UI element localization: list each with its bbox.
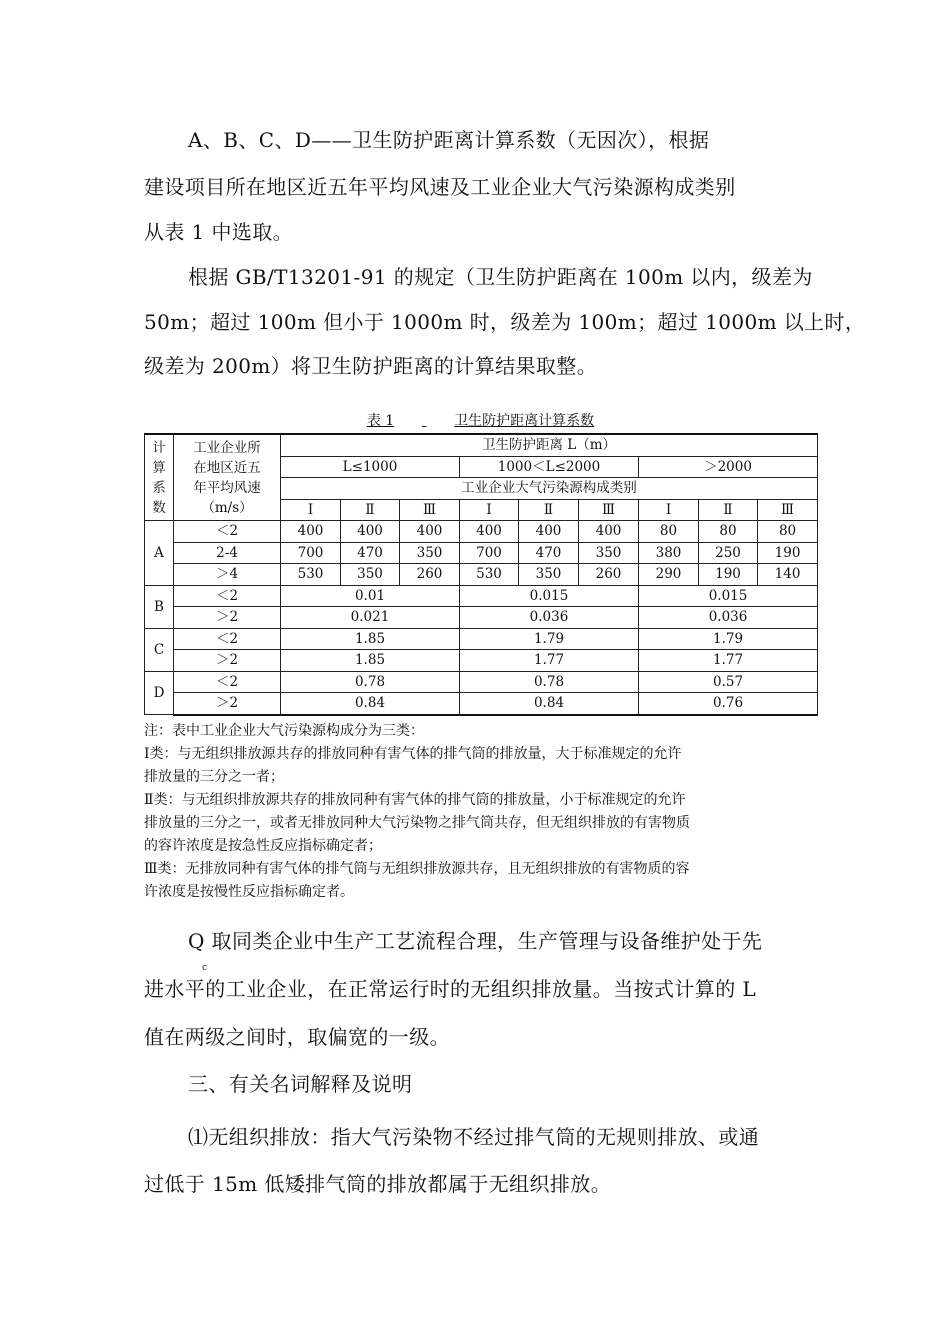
value-cell: 0.036 xyxy=(639,607,818,629)
value-cell: 0.021 xyxy=(281,607,460,629)
value-cell: 0.78 xyxy=(281,671,460,693)
wind-cell: ＞2 xyxy=(174,607,281,629)
value-cell: 400 xyxy=(281,521,341,543)
header-class: Ⅱ xyxy=(341,499,400,521)
paragraph-qc-line-1: Q c 取同类企业中生产工艺流程合理，生产管理与设备维护处于先 xyxy=(188,929,763,973)
note-class-2-cont: 的容许浓度是按急性反应指标确定者； xyxy=(144,838,382,854)
value-cell: 260 xyxy=(579,564,639,586)
value-cell: 80 xyxy=(758,521,818,543)
table-row xyxy=(145,671,818,693)
paragraph-qc-line-2: 进水平的工业企业，在正常运行时的无组织排放量。当按式计算的 L xyxy=(144,977,757,1001)
paragraph-coefficients-line-2: 建设项目所在地区近五年平均风速及工业企业大气污染源构成类别 xyxy=(144,175,736,199)
value-cell: 190 xyxy=(699,564,758,586)
table-row xyxy=(145,521,818,543)
table-title: 卫生防护距离计算系数 xyxy=(454,413,595,429)
wind-cell: ＞2 xyxy=(174,693,281,715)
header-class: Ⅰ xyxy=(460,499,519,521)
header-category: 工业企业大气污染源构成类别 xyxy=(281,478,818,500)
paragraph-rounding-line-3: 级差为 200m）将卫生防护距离的计算结果取整。 xyxy=(144,354,598,378)
value-cell: 260 xyxy=(400,564,460,586)
value-cell: 700 xyxy=(281,542,341,564)
table-header-row xyxy=(145,434,818,456)
header-class: Ⅲ xyxy=(579,499,639,521)
header-range-1: L≤1000 xyxy=(281,456,460,478)
value-cell: 250 xyxy=(699,542,758,564)
note-class-2: Ⅱ类：与无组织排放源共存的排放同种有害气体的排气筒的排放量，小于标准规定的允许 xyxy=(144,792,686,808)
value-cell: 350 xyxy=(519,564,579,586)
value-cell: 290 xyxy=(639,564,699,586)
qc-symbol: Q c xyxy=(188,929,208,973)
paragraph-rounding-line-2: 50m；超过 100m 但小于 1000m 时，级差为 100m；超过 1000m 以上时， xyxy=(144,310,866,334)
value-cell: 80 xyxy=(639,521,699,543)
value-cell: 400 xyxy=(341,521,400,543)
header-distance: 卫生防护距离 L（m） xyxy=(281,434,818,456)
value-cell: 350 xyxy=(400,542,460,564)
paragraph-coefficients-line-3: 从表 1 中选取。 xyxy=(144,220,294,244)
definition-line-1: ⑴无组织排放：指大气污染物不经过排气筒的无规则排放、或通 xyxy=(188,1125,760,1149)
value-cell: 0.78 xyxy=(460,671,639,693)
value-cell: 530 xyxy=(460,564,519,586)
table-row xyxy=(145,542,818,564)
table-caption xyxy=(144,412,817,430)
value-cell: 400 xyxy=(400,521,460,543)
note-intro: 注：表中工业企业大气污染源构成分为三类： xyxy=(144,723,424,739)
header-wind-speed-cell: 工业企业所 在地区近五 年平均风速 （m/s） xyxy=(174,434,281,521)
coefficient-label-c: C xyxy=(145,628,174,671)
note-class-1: Ⅰ类：与无组织排放源共存的排放同种有害气体的排气筒的排放量，大于标准规定的允许 xyxy=(144,746,682,762)
value-cell: 1.77 xyxy=(639,650,818,672)
wind-cell: ＜2 xyxy=(174,671,281,693)
coefficient-label-d: D xyxy=(145,671,174,715)
value-cell: 140 xyxy=(758,564,818,586)
value-cell: 0.57 xyxy=(639,671,818,693)
header-class: Ⅰ xyxy=(281,499,341,521)
value-cell: 470 xyxy=(341,542,400,564)
coefficient-label-a: A xyxy=(145,521,174,586)
table-number: 表 1 xyxy=(366,413,395,429)
header-range-2: 1000＜L≤2000 xyxy=(460,456,639,478)
value-cell: 1.85 xyxy=(281,628,460,650)
value-cell: 400 xyxy=(460,521,519,543)
coefficient-table xyxy=(144,433,818,716)
table-row xyxy=(145,607,818,629)
header-class: Ⅲ xyxy=(758,499,818,521)
value-cell: 0.015 xyxy=(639,585,818,607)
value-cell: 1.79 xyxy=(460,628,639,650)
value-cell: 700 xyxy=(460,542,519,564)
header-class: Ⅰ xyxy=(639,499,699,521)
table-row xyxy=(145,693,818,715)
value-cell: 530 xyxy=(281,564,341,586)
header-coefficient-cell: 计 算 系 数 xyxy=(145,434,174,521)
paragraph-rounding-line-1: 根据 GB/T13201-91 的规定（卫生防护距离在 100m 以内，级差为 xyxy=(188,265,813,289)
note-class-3: Ⅲ类：无排放同种有害气体的排气筒与无组织排放源共存，且无组织排放的有害物质的容 xyxy=(144,861,690,877)
wind-cell: ＜2 xyxy=(174,628,281,650)
value-cell: 80 xyxy=(699,521,758,543)
table-row xyxy=(145,650,818,672)
section-heading: 三、有关名词解释及说明 xyxy=(188,1072,413,1096)
value-cell: 350 xyxy=(341,564,400,586)
wind-cell: ＞2 xyxy=(174,650,281,672)
note-class-2-cont: 排放量的三分之一，或者无排放同种大气污染物之排气筒共存，但无组织排放的有害物质 xyxy=(144,815,690,831)
value-cell: 0.015 xyxy=(460,585,639,607)
value-cell: 0.01 xyxy=(281,585,460,607)
table-notes xyxy=(144,720,816,904)
wind-cell: ＜2 xyxy=(174,521,281,543)
table-row xyxy=(145,628,818,650)
header-class: Ⅱ xyxy=(519,499,579,521)
value-cell: 350 xyxy=(579,542,639,564)
value-cell: 400 xyxy=(519,521,579,543)
value-cell: 0.84 xyxy=(281,693,460,715)
note-class-3-cont: 许浓度是按慢性反应指标确定者。 xyxy=(144,884,354,900)
table-row xyxy=(145,585,818,607)
value-cell: 1.77 xyxy=(460,650,639,672)
definition-line-2: 过低于 15m 低矮排气筒的排放都属于无组织排放。 xyxy=(144,1172,612,1196)
header-class: Ⅱ xyxy=(699,499,758,521)
paragraph-coefficients-line-1: A、B、C、D——卫生防护距离计算系数（无因次），根据 xyxy=(188,128,710,152)
header-class: Ⅲ xyxy=(400,499,460,521)
value-cell: 0.036 xyxy=(460,607,639,629)
value-cell: 380 xyxy=(639,542,699,564)
wind-cell: ＞4 xyxy=(174,564,281,586)
wind-cell: ＜2 xyxy=(174,585,281,607)
table-row xyxy=(145,564,818,586)
value-cell: 0.76 xyxy=(639,693,818,715)
value-cell: 470 xyxy=(519,542,579,564)
header-range-3: ＞2000 xyxy=(639,456,818,478)
value-cell: 400 xyxy=(579,521,639,543)
value-cell: 0.84 xyxy=(460,693,639,715)
paragraph-qc-line-3: 值在两级之间时，取偏宽的一级。 xyxy=(144,1025,450,1049)
value-cell: 190 xyxy=(758,542,818,564)
note-class-1-cont: 排放量的三分之一者； xyxy=(144,769,284,785)
wind-cell: 2-4 xyxy=(174,542,281,564)
value-cell: 1.79 xyxy=(639,628,818,650)
value-cell: 1.85 xyxy=(281,650,460,672)
coefficient-label-b: B xyxy=(145,585,174,628)
